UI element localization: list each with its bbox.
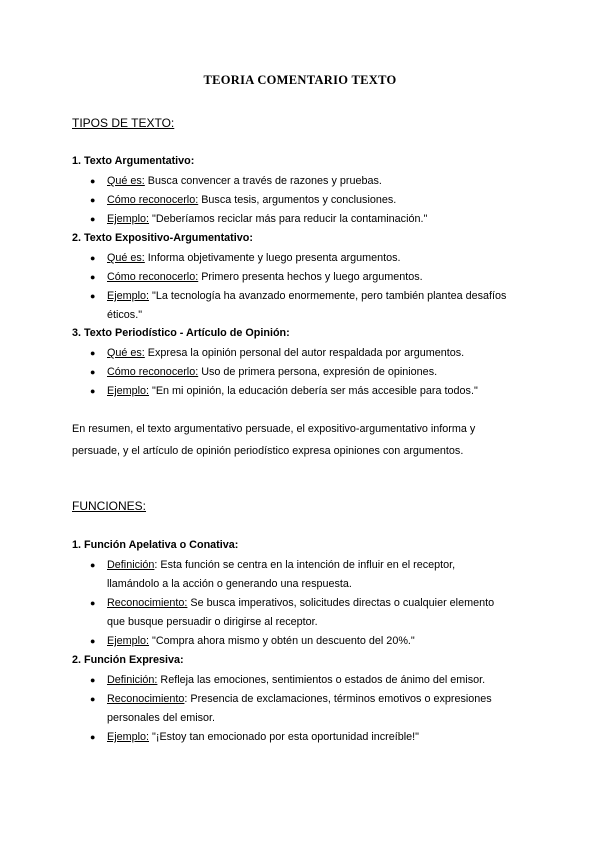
bullet-text: Busca convencer a través de razones y pruebas. <box>144 175 382 187</box>
item-heading-expositivo: 2. Texto Expositivo-Argumentativo: <box>72 232 253 244</box>
bullet-label: Cómo reconocerlo: <box>107 366 199 378</box>
bullet-text: "Compra ahora mismo y obtén un descuento del 20%." <box>149 635 415 647</box>
summary-paragraph: En resumen, el texto argumentativo persuade, el expositivo-argumentativo informa y persuade, y el artículo de opinión periodístico expresa opiniones con argumentos. <box>72 423 476 457</box>
list-item <box>90 363 507 382</box>
list-item <box>90 344 507 363</box>
list-item <box>90 556 507 594</box>
bullet-text: : Esta función se centra en la intención de influir en el receptor, llamándolo a la acción o generando una respuesta. <box>107 559 456 590</box>
item-heading-argumentativo: 1. Texto Argumentativo: <box>72 155 195 167</box>
list-item <box>90 632 507 651</box>
bullet-icon: ● <box>90 195 96 205</box>
list-item <box>90 382 507 401</box>
item-heading-expresiva: 2. Función Expresiva: <box>72 654 184 666</box>
item-heading-periodistico: 3. Texto Periodístico - Artículo de Opinión: <box>72 327 290 339</box>
bullet-icon: ● <box>90 636 96 646</box>
bullet-icon: ● <box>90 348 96 358</box>
bullet-label: Qué es: <box>107 252 145 264</box>
bullet-text: "¡Estoy tan emocionado por esta oportunidad increíble!" <box>149 731 419 743</box>
bullet-text: Uso de primera persona, expresión de opiniones. <box>198 366 438 378</box>
bullet-text: "En mi opinión, la educación debería ser más accesible para todos." <box>149 385 478 397</box>
bullet-icon: ● <box>90 214 96 224</box>
page-title: TEORIA COMENTARIO TEXTO <box>203 73 397 87</box>
list-item <box>90 690 507 728</box>
bullet-text: Expresa la opinión personal del autor respaldada por argumentos. <box>144 347 465 359</box>
bullet-label: Reconocimiento <box>107 693 185 705</box>
bullet-text: "La tecnología ha avanzado enormemente, pero también plantea desafíos éticos." <box>107 290 507 321</box>
bullet-icon: ● <box>90 176 96 186</box>
bullet-icon: ● <box>90 694 96 704</box>
list-item <box>90 249 507 268</box>
bullet-label: Ejemplo: <box>107 213 150 225</box>
bullet-icon: ● <box>90 272 96 282</box>
section-heading-funciones: FUNCIONES: <box>72 499 147 513</box>
bullet-icon: ● <box>90 386 96 396</box>
bullet-icon: ● <box>90 560 96 570</box>
bullet-label: Qué es: <box>107 347 145 359</box>
bullet-text: "Deberíamos reciclar más para reducir la contaminación." <box>149 213 428 225</box>
list-item <box>90 728 507 747</box>
bullet-text: Primero presenta hechos y luego argumentos. <box>198 271 423 283</box>
section-heading-tipos: TIPOS DE TEXTO: <box>72 116 175 130</box>
bullet-label: Cómo reconocerlo: <box>107 271 199 283</box>
list-item <box>90 191 507 210</box>
bullet-icon: ● <box>90 367 96 377</box>
list-item <box>90 172 507 191</box>
list-item <box>90 671 507 690</box>
list-item <box>90 594 507 632</box>
bullet-text: Se busca imperativos, solicitudes directas o cualquier elemento que busque persuadir o dirigirse al receptor. <box>107 597 495 628</box>
bullet-text: Informa objetivamente y luego presenta argumentos. <box>144 252 401 264</box>
bullet-label: Ejemplo: <box>107 290 150 302</box>
bullet-label: Cómo reconocerlo: <box>107 194 199 206</box>
list-item <box>90 268 507 287</box>
bullet-label: Ejemplo: <box>107 635 150 647</box>
bullet-label: Qué es: <box>107 175 145 187</box>
list-item <box>90 210 507 229</box>
bullet-icon: ● <box>90 675 96 685</box>
bullet-icon: ● <box>90 732 96 742</box>
bullet-text: Busca tesis, argumentos y conclusiones. <box>198 194 397 206</box>
bullet-label: Definición: <box>107 674 158 686</box>
bullet-label: Ejemplo: <box>107 731 150 743</box>
bullet-text: Refleja las emociones, sentimientos o estados de ánimo del emisor. <box>157 674 486 686</box>
item-heading-apelativa: 1. Función Apelativa o Conativa: <box>72 539 239 551</box>
bullet-label: Reconocimiento: <box>107 597 188 609</box>
bullet-icon: ● <box>90 291 96 301</box>
bullet-icon: ● <box>90 598 96 608</box>
bullet-label: Definición <box>107 559 155 571</box>
bullet-text: : Presencia de exclamaciones, términos emotivos o expresiones personales del emisor. <box>107 693 492 724</box>
list-item <box>90 287 507 325</box>
bullet-icon: ● <box>90 253 96 263</box>
bullet-label: Ejemplo: <box>107 385 150 397</box>
